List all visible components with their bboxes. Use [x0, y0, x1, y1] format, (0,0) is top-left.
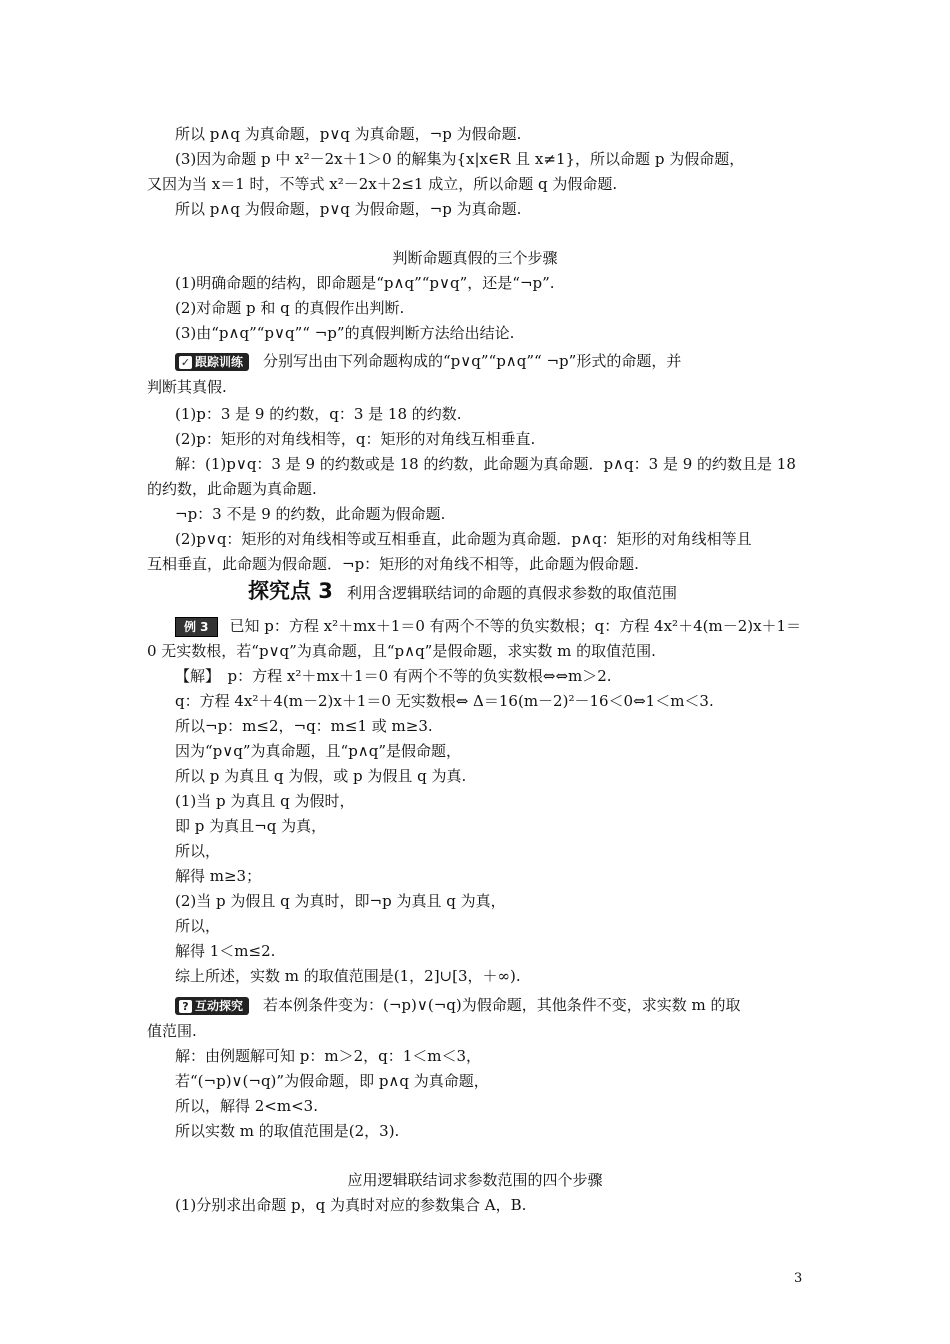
text-line: (1)当 p 为真且 q 为假时，: [175, 792, 355, 810]
example-badge: 例 3: [175, 617, 218, 637]
follow-training-line: ✓ 跟踪训练 分别写出由下列命题构成的“p∨q”“p∧q”“ ¬p”形式的命题，并: [175, 351, 681, 371]
text-line: 所以，解得 2<m<3.: [175, 1097, 318, 1115]
interact-line: ? 互动探究 若本例条件变为：(¬p)∨(¬q)为假命题，其他条件不变，求实数 m 的取: [175, 995, 741, 1015]
text-line: (1)p：3 是 9 的约数，q：3 是 18 的约数.: [175, 405, 462, 423]
text-line: (1)分别求出命题 p，q 为真时对应的参数集合 A，B.: [175, 1196, 527, 1214]
text-line: 解得 1＜m≤2.: [175, 942, 276, 960]
interact-badge: ? 互动探究: [175, 997, 249, 1015]
section-title: 探究点 3: [248, 579, 333, 603]
text-line: 判断其真假.: [147, 378, 227, 396]
text-line: 的约数，此命题为真命题.: [147, 480, 317, 498]
text-line: (2)当 p 为假且 q 为真时，即¬p 为真且 q 为真，: [175, 892, 506, 910]
text-line: 综上所述，实数 m 的取值范围是(1，2]∪[3，＋∞).: [175, 967, 521, 985]
method-heading: 应用逻辑联结词求参数范围的四个步骤: [347, 1171, 603, 1189]
section-heading: [248, 578, 677, 606]
text-line: 所以实数 m 的取值范围是(2，3).: [175, 1122, 400, 1140]
method-heading: 判断命题真假的三个步骤: [392, 249, 558, 267]
text-line: 解得 m≥3；: [175, 867, 262, 885]
text-line: 值范围.: [147, 1022, 197, 1040]
text-line: 解：(1)p∨q：3 是 9 的约数或是 18 的约数，此命题为真命题．p∧q：3 是 9 的约数且是 18: [175, 455, 796, 473]
text-line: (1)明确命题的结构，即命题是“p∧q”“p∨q”，还是“¬p”.: [175, 274, 555, 292]
question-icon: ?: [179, 1000, 192, 1013]
text-line: 0 无实数根，若“p∨q”为真命题，且“p∧q”是假命题，求实数 m 的取值范围.: [147, 642, 656, 660]
example-line: 例 3 已知 p：方程 x²＋mx＋1＝0 有两个不等的负实数根；q：方程 4x²＋4(m－2)x＋1＝: [175, 616, 801, 637]
text-line: 【解】 p：方程 x²＋mx＋1＝0 有两个不等的负实数根⇔⇔m＞2.: [175, 667, 612, 685]
text-line: 互相垂直，此命题为假命题．¬p：矩形的对角线不相等，此命题为假命题.: [147, 555, 639, 573]
follow-training-badge: ✓ 跟踪训练: [175, 353, 249, 371]
text-line: 所以¬p：m≤2，¬q：m≤1 或 m≥3.: [175, 717, 433, 735]
check-icon: ✓: [180, 356, 191, 369]
text-line: 所以 p 为真且 q 为假，或 p 为假且 q 为真.: [175, 767, 467, 785]
text-line: 若“(¬p)∨(¬q)”为假命题，即 p∧q 为真命题，: [175, 1072, 489, 1090]
section-subtitle: 利用含逻辑联结词的命题的真假求参数的取值范围: [346, 584, 677, 602]
text-line: ¬p：3 不是 9 的约数，此命题为假命题.: [175, 505, 446, 523]
text-line: (3)由“p∧q”“p∨q”“ ¬p”的真假判断方法给出结论.: [175, 324, 515, 342]
text-line: 所以，: [175, 917, 221, 935]
text-line: (2)p∨q：矩形的对角线相等或互相垂直，此命题为真命题．p∧q：矩形的对角线相等且: [175, 530, 752, 548]
text-line: 所以 p∧q 为假命题，p∨q 为假命题，¬p 为真命题.: [175, 200, 522, 218]
text-line: q：方程 4x²＋4(m－2)x＋1＝0 无实数根⇔ Δ＝16(m－2)²－16＜0⇔1＜m＜3.: [175, 692, 714, 710]
text-line: 即 p 为真且¬q 为真，: [175, 817, 327, 835]
text-line: 解：由例题解可知 p：m＞2，q：1＜m＜3，: [175, 1047, 482, 1065]
text-line: 又因为当 x＝1 时，不等式 x²－2x＋2≤1 成立，所以命题 q 为假命题.: [147, 175, 618, 193]
text-line: (3)因为命题 p 中 x²－2x＋1＞0 的解集为{x|x∈R 且 x≠1}，所以命题 p 为假命题，: [175, 150, 745, 168]
text-line: (2)p：矩形的对角线相等，q：矩形的对角线互相垂直.: [175, 430, 536, 448]
text-line: 所以 p∧q 为真命题，p∨q 为真命题，¬p 为假命题.: [175, 125, 522, 143]
page-number: 3: [794, 1271, 803, 1286]
text-line: 所以，: [175, 842, 221, 860]
text-line: (2)对命题 p 和 q 的真假作出判断.: [175, 299, 405, 317]
text-line: 因为“p∨q”为真命题，且“p∧q”是假命题，: [175, 742, 462, 760]
